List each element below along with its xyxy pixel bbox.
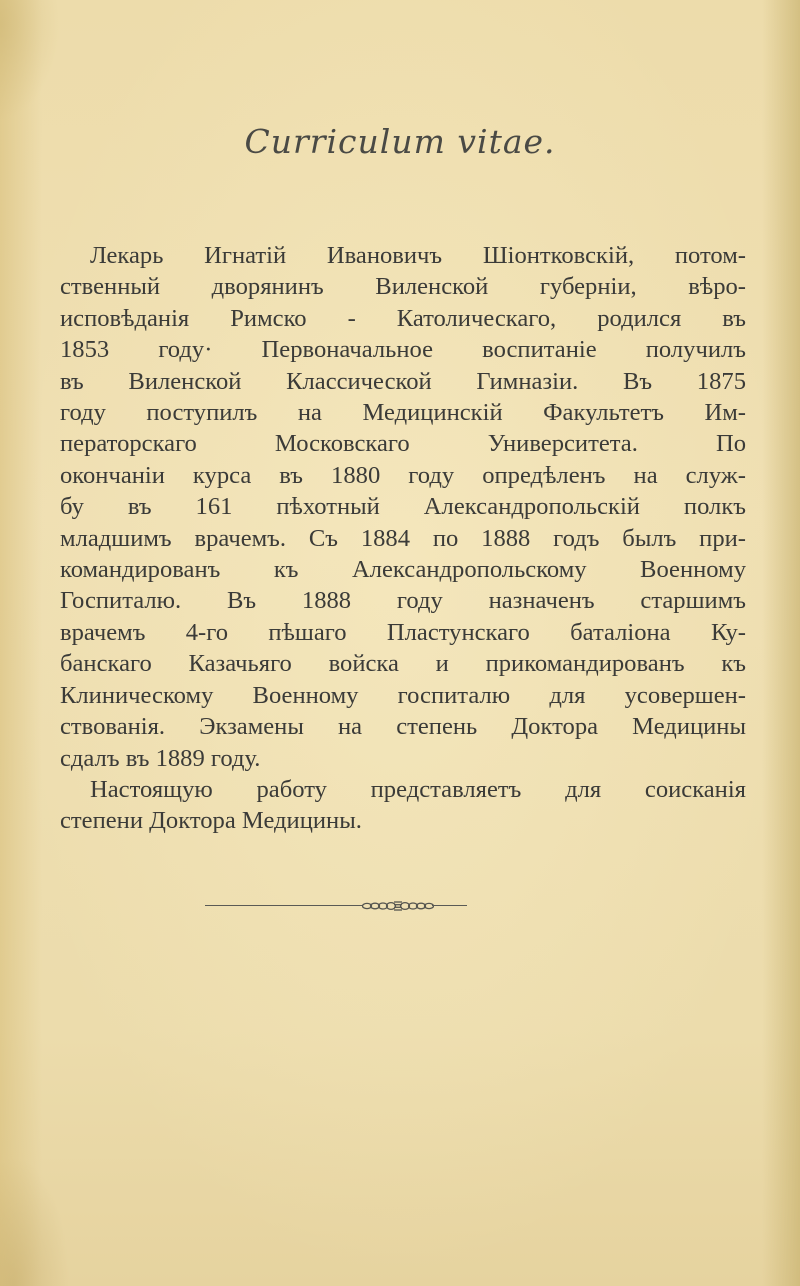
text-line: Госпиталю. Въ 1888 году назначенъ старшимъ bbox=[60, 587, 746, 615]
text-line: Клиническому Военному госпиталю для усовершен- bbox=[60, 681, 746, 709]
text-line: Лекарь Игнатій Ивановичъ Шіонтковскій, потом- bbox=[90, 242, 746, 269]
text-line: окончаніи курса въ 1880 году опредѣленъ на служ- bbox=[60, 461, 746, 489]
divider-rule-left bbox=[205, 905, 363, 906]
paper-stain bbox=[0, 0, 60, 120]
text-line: Настоящую работу представляетъ для соисканія bbox=[90, 775, 746, 803]
biography-text bbox=[60, 240, 746, 837]
text-line: банскаго Казачьяго войска и прикомандированъ къ bbox=[60, 650, 746, 678]
text-line: сдалъ въ 1889 году. bbox=[60, 744, 261, 772]
text-line: ствованія. Экзамены на степень Доктора Медицины bbox=[60, 713, 746, 741]
text-line: степени Доктора Медицины. bbox=[60, 807, 362, 835]
paper-stain bbox=[0, 1156, 70, 1286]
paragraph-dissertation bbox=[60, 774, 746, 837]
chain-ornament-icon bbox=[362, 896, 434, 916]
text-line: году поступилъ на Медицинскій Факультетъ Им- bbox=[60, 399, 746, 427]
text-line: командированъ къ Александропольскому Военному bbox=[60, 556, 746, 584]
text-line: бу въ 161 пѣхотный Александропольскій полкъ bbox=[60, 493, 746, 521]
page-title: Curriculum vitae. bbox=[244, 122, 556, 161]
text-line: исповѣданія Римско - Католическаго, родился въ bbox=[60, 304, 746, 332]
section-divider bbox=[0, 896, 800, 916]
page-edge-shadow-left bbox=[0, 0, 42, 1286]
page-edge-shadow-right bbox=[762, 0, 800, 1286]
text-line: младшимъ врачемъ. Съ 1884 по 1888 годъ былъ при- bbox=[60, 524, 746, 552]
text-line: ственный дворянинъ Виленской губерніи, вѣро- bbox=[60, 273, 746, 301]
text-line: 1853 году· Первоначальное воспитаніе получилъ bbox=[60, 336, 746, 364]
text-line: въ Виленской Классической Гимназіи. Въ 1875 bbox=[60, 367, 746, 395]
text-line: ператорскаго Московскаго Университета. По bbox=[60, 430, 746, 458]
divider-rule-right bbox=[432, 905, 467, 906]
paragraph-biography bbox=[60, 240, 746, 774]
text-line: врачемъ 4-го пѣшаго Пластунскаго баталіона Ку- bbox=[60, 618, 746, 646]
